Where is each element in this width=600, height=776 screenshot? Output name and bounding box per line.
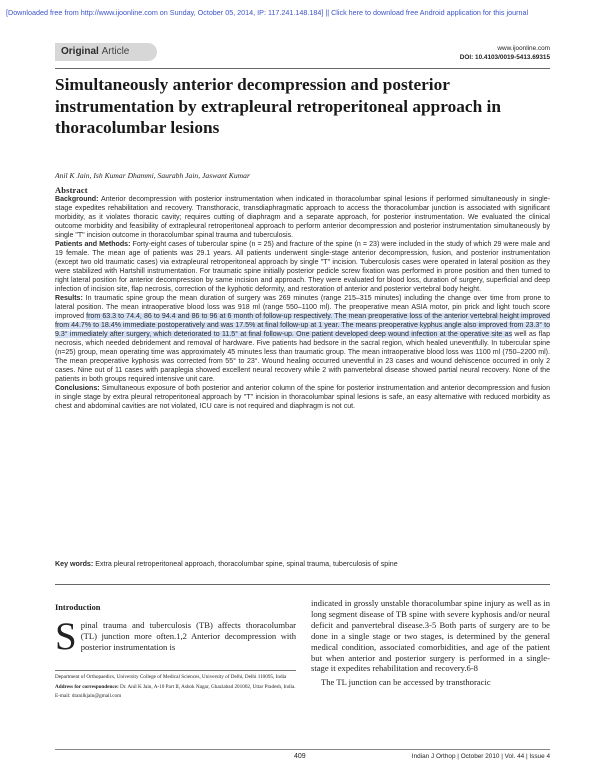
article-type-primary: Original bbox=[61, 46, 99, 57]
doi-block bbox=[460, 45, 550, 62]
journal-website[interactable]: www.ijoonline.com bbox=[497, 45, 550, 52]
background-text: Anterior decompression with posterior instrumentation when indicated in thoracolumbar spinal lesions if performed simultaneously in single-stage expedites rehabilitation and recovery. Transthoracic, transdiaphragmatic approach to access the thoracolumbar junction is associated with significant morbidity, as it violates thoracic cavity; requires cutting of diaphragm and a separate approach, for posterior instrumentation. We evaluated the clinical outcome morbidity and feasibility of extrapleural retroperitoneal approach to perform anterior decompression and posterior instrumentation simultaneously by single "T" incision outcome in thoracolumbar spinal trauma and tuberculosis. bbox=[55, 196, 550, 239]
affiliation-block bbox=[55, 670, 296, 703]
intro-paragraph-right: indicated in grossly unstable thoracolumbar spine injury as well as in long segment disease of TB spine with severe kyphosis and/or neural deficit and panvertebral disease.3-5 Both parts of surgery are to be done in a single stage or two stages, is determined by the general medical condition, associated comorbidities, and age of the patient but when anterior and posterior surgery is performed in a single-stage it expedites rehabilitation and recovery.6-8 bbox=[311, 598, 550, 674]
drop-cap: S bbox=[55, 615, 77, 658]
intro-paragraph-left: pinal trauma and tuberculosis (TB) affects thoracolumbar (TL) junction more often.1,2 Anterior decompression with posterior instrumentation is bbox=[80, 620, 296, 652]
results-text-continued: well as flap necrosis, which needed debridement and removal of hardware. Five patients had bedsore in the sacral region, which healed uneventfully. In tubercular spine (n=25) group, mean operating time was approximately 45 minutes less than traumatic group. The mean intraoperative blood loss was 1100 ml (750–2200 ml). The mean preoperative kyphosis was corrected from 55° to 23°. Wound healing occurred uneventful in 23 cases and wound dehiscence occurred in only 2 cases. Nine out of 11 cases with paraplegia showed excellent neural recovery while 2 with panvertebral disease showed partial neural recovery. None of the patients in both groups required intensive unit care. bbox=[55, 331, 550, 383]
article-type-tag bbox=[55, 43, 157, 61]
conclusions-label: Conclusions: bbox=[55, 385, 100, 392]
abstract bbox=[55, 195, 550, 411]
methods-text: Forty-eight cases of tubercular spine (n = 25) and fracture of the spine (n = 23) were included in the study of which 29 were male and 19 female. The mean age of patients was 29.1 years. All patients underwent single-stage anterior decompression, fusion, and posterior instrumentation (except two old traumatic cases) via extrapleural retroperitoneal approach by single "T" incision. Tuberculosis cases were operated in lateral position as they were stabilized with Hartshill instrumentation. For traumatic spine initially posterior pedicle screw fixation was performed in prone position and then turned to right lateral position for anterior decompression by same incision and approach. They were evaluated for blood loss, duration of surgery, superficial and deep infection of incision site, flap necrosis, correction of the kyphotic deformity, and restoration of anterior and posterior vertebral body height. bbox=[55, 241, 550, 293]
download-banner[interactable]: [Downloaded free from http://www.ijoonline.com on Sunday, October 05, 2014, IP: 117.241.148.184] || Click here to download free Android application for this journal bbox=[6, 8, 529, 17]
paper-title: Simultaneously anterior decompression and posterior instrumentation by extrapleural retroperitoneal approach in thoracolumbar lesions bbox=[55, 75, 501, 137]
header-rule bbox=[55, 68, 550, 69]
article-type-secondary: Article bbox=[101, 46, 130, 57]
results-label: Results: bbox=[55, 295, 83, 302]
abstract-background bbox=[55, 195, 550, 240]
keywords-label: Key words: bbox=[55, 560, 94, 568]
results-text: In traumatic spine group the mean duration of surgery was 269 minutes (range 215–315 minutes) including the change over time from prone to lateral position. The mean intraoperative blood loss was 918 ml (range 550–1100 ml). The preoperative mean ASIA motor, pin prick and light touch score improved bbox=[55, 295, 550, 320]
email[interactable]: E-mail: dranilkjain@gmail.com bbox=[55, 693, 122, 700]
journal-reference: Indian J Orthop | October 2010 | Vol. 44 | Issue 4 bbox=[411, 753, 550, 760]
doi[interactable]: DOI: 10.4103/0019-5413.69315 bbox=[459, 53, 550, 61]
correspondence bbox=[55, 684, 296, 691]
footer-rule bbox=[55, 749, 550, 750]
intro-paragraph-next: The TL junction can be accessed by transthoracic bbox=[321, 677, 491, 688]
correspondence-label: Address for correspondence: bbox=[55, 683, 119, 690]
abstract-methods bbox=[55, 240, 550, 294]
conclusions-text: Simultaneous exposure of both posterior and anterior column of the spine for posterior instrumentation and anterior decompression and fusion in single stage by extra pleural retroperitoneal approach by "T" incision in thoracolumbar spinal lesions is safe, an easy alternative with reduced morbidity as chest and abdominal cavities are not violated, ICU care is not required and diaphragm is not cut. bbox=[55, 385, 550, 410]
selection-highlight[interactable]: from 63.3 to 74.4, 86 to 94.4 and 86 to 96 at 6 month of follow-up respectively. The mean preoperative loss of the anterior vertebral height improved from 44.7% to 18.4% immediate postoperatively and was 17.5% at final follow-up at 1 year. The means preoperative kyphus angle also improved from 23.3° to 9.3° immediately after surgery, which deteriorated to 11.5° at final follow-up. One patient developed deep wound infection at the operative site as bbox=[55, 313, 550, 338]
right-column bbox=[311, 598, 550, 688]
left-column bbox=[55, 615, 296, 658]
abstract-conclusions bbox=[55, 384, 550, 411]
correspondence-address: Dr. Anil K Jain, A-10 Part II, Ashok Nagar, Ghaziabad 201002, Uttar Pradesh, India. bbox=[118, 683, 296, 690]
authors: Anil K Jain, Ish Kumar Dhammi, Saurabh Jain, Jaswant Kumar bbox=[55, 171, 250, 180]
keywords-text: Extra pleural retroperitoneal approach, thoracolumbar spine, spinal trauma, tuberculosis of spine bbox=[93, 560, 398, 568]
abstract-results bbox=[55, 294, 550, 384]
section-rule bbox=[55, 584, 550, 585]
methods-label: Patients and Methods: bbox=[55, 241, 131, 248]
page-number: 409 bbox=[294, 753, 306, 760]
abstract-heading: Abstract bbox=[55, 186, 88, 195]
background-label: Background: bbox=[55, 196, 99, 203]
department: Department of Orthopaedics, University College of Medical Sciences, University of Delhi, Delhi 110095, India bbox=[55, 674, 287, 680]
keywords bbox=[55, 560, 550, 568]
introduction-heading: Introduction bbox=[55, 603, 101, 612]
